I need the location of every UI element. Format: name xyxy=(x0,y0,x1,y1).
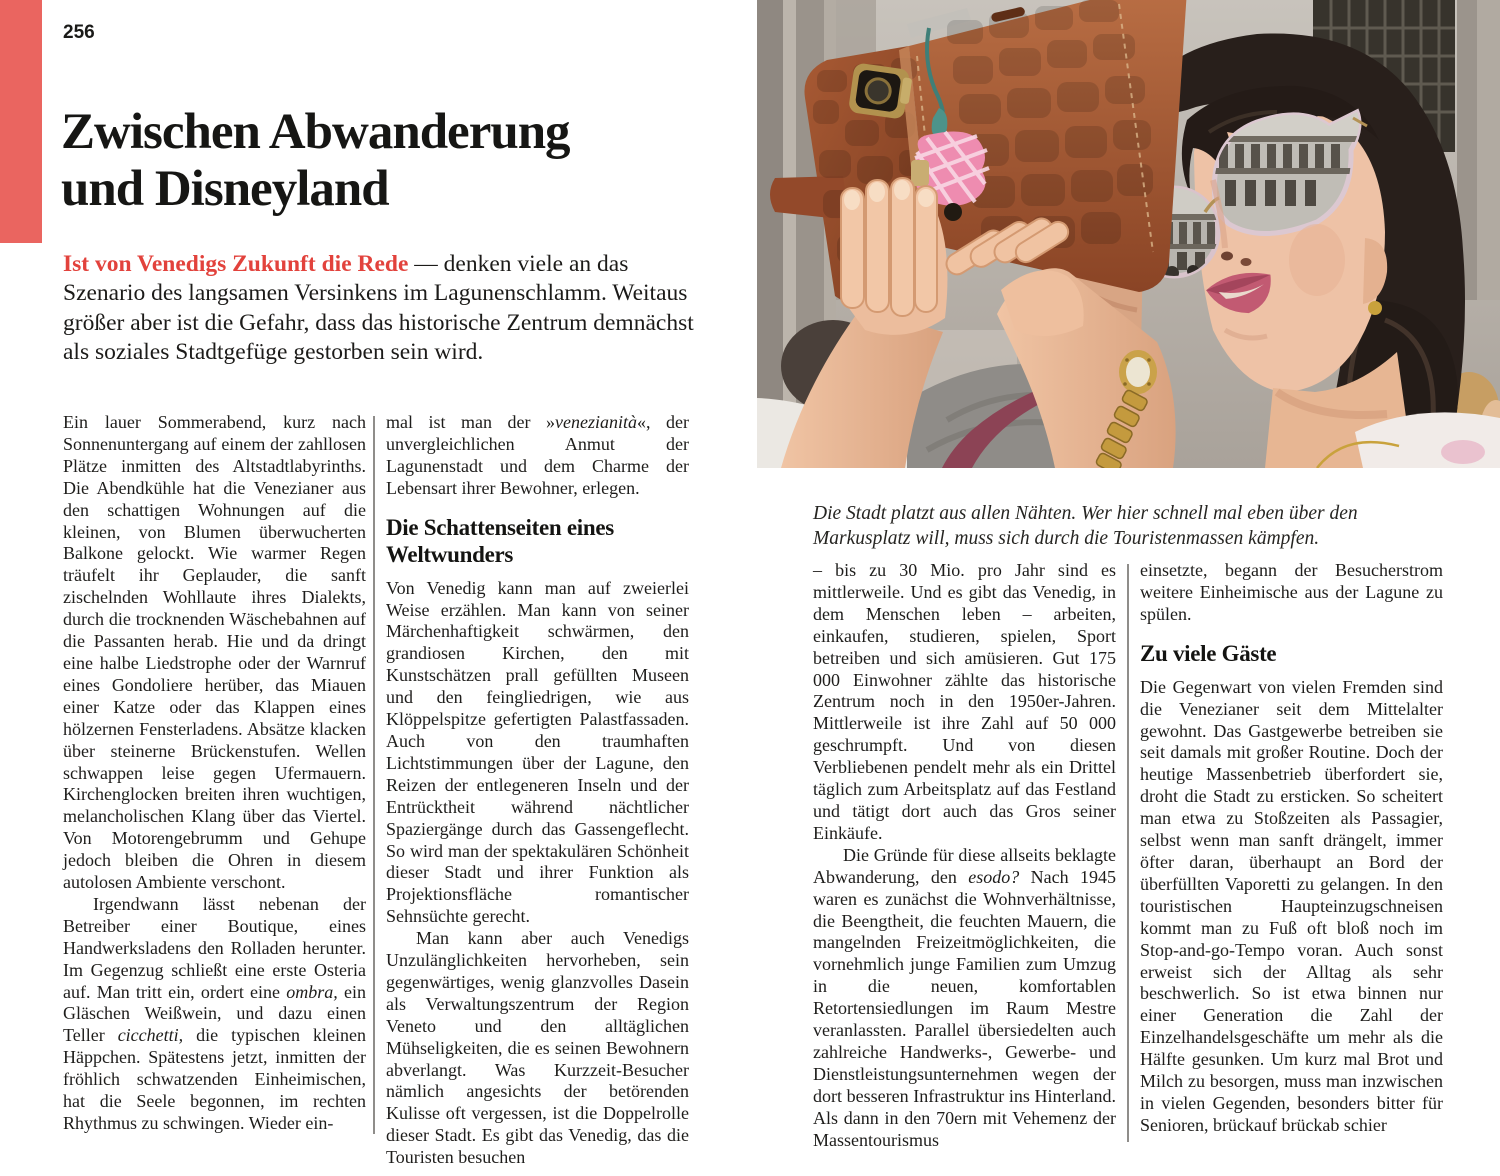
paragraph: mal ist man der »venezianità«, der unvergleichlichen Anmut der Lagunenstadt und dem Charme der Lebensart ihrer Bewohner, erlegen. xyxy=(386,412,689,498)
paragraph: Ein lauer Sommerabend, kurz nach Sonnenuntergang auf einem der zahllosen Plätze inmitten des Altstadtlabyrinths. Die Abendkühle hat die Venezianer aus den schattigen Wohnungen auf die kleinen, von Blumen überwucherten Balkone gelockt. Wie warmer Regen träufelt ihr Geplauder, die sanft zischelnden Wohllaute ihres Dialekts, durch die trocknenden Wäschebahnen auf die Passanten herab. Hie und da dringt eine halbe Liedstrophe oder der Warnruf eines Gondoliere herüber, das Miauen einer Katze oder das Klappen eines hölzernen Fensterladens. Absätze klacken über steinerne Brückenstufen. Wellen schwappen leise gegen Ufermauern. Kirchenglocken breiten ihren wuchtigen, melancholischen Klang über das Viertel. Von Motorengebrumm und Gehupe jedoch bleiben die Ohren in diesem autolosen Ambiente verschont. xyxy=(63,412,366,893)
paragraph: Die Gegenwart von vielen Fremden sind die Venezianer seit dem Mittelalter gewohnt. Das Gastgewerbe betreiben sie seit damals mit großer Routine. Doch der heutige Massenbetrieb überfordert sie, droht die Stadt zu ersticken. So scheitert man etwa zu Stoßzeiten als Passagier, selbst wenn man sanft drängelt, immer öfter daran, überhaupt an Bord der überfüllten Vaporetti zu gelangen. In den touristischen Haupteinzugschneisen kommt man zu Fuß oft bloß noch im Stop-and-go-Tempo voran. Auch sonst erweist sich der Alltag als sehr beschwerlich. So ist etwa binnen nur einer Generation die Zahl der Einzelhandelsgeschäfte um mehr als die Hälfte gesunken. Um kurz mal Brot und Milch zu besorgen, muss man inzwischen in vielen Gegenden, besonders bitter für Senioren, brückauf brückab schier xyxy=(1140,676,1443,1135)
paragraph: Man kann aber auch Venedigs Unzulänglichkeiten hervorheben, sein gegenwärtiges, wenig glanzvolles Dasein als Verwaltungszentrum der Region Veneto und den alltäglichen Mühseligkeiten, die es seinen Bewohnern abverlangt. Was Kurzzeit-Besucher nämlich angesichts der betörenden Kulisse oft vergessen, ist die Doppelrolle dieser Stadt. Es gibt das Venedig, das die Touristen besuchen xyxy=(386,928,689,1168)
photo-caption: Die Stadt platzt aus allen Nähten. Wer hier schnell mal eben über den Markusplatz will, muss sich durch die Touristenmassen kämpfen. xyxy=(813,502,1358,549)
camera-module xyxy=(848,62,913,120)
paragraph: einsetzte, begann der Besucherstrom weitere Einheimische aus der Lagune zu spülen. xyxy=(1140,560,1443,624)
paragraph: Irgendwann lässt nebenan der Betreiber einer Boutique, eines Handwerksladens den Rolladen herunter. Im Gegenzug schließt eine erste Osteria auf. Man tritt ein, ordert eine ombra, ein Gläschen Weißwein, und dazu einen Teller cicchetti, die typischen kleinen Häppchen. Spätestens jetzt, inmitten der fröhlich schwatzenden Einheimischen, hat die Seele begonnen, im rechten Rhythmus zu schwingen. Wieder ein- xyxy=(63,893,366,1133)
charm-bead xyxy=(944,203,962,221)
red-accent-bar xyxy=(0,0,42,243)
text-column-3 xyxy=(813,560,1116,1151)
gold-earring xyxy=(1368,301,1382,315)
lead-rest-text: — denken viele an das Szenario des langsamen Versinkens im Lagunenschlamm. Weitaus größer aber ist die Gefahr, dass das historische Zentrum demnächst als soziales Stadtgefüge gestorben sein wird. xyxy=(63,250,694,365)
subheading-zu-viele-gaeste: Zu viele Gäste xyxy=(1140,640,1277,666)
title-line-2: und Disneyland xyxy=(61,161,389,218)
paragraph: Die Gründe für diese allseits beklagte Abwanderung, den esodo? Nach 1945 waren es zunächst die Wohnverhältnisse, die Beengtheit, die feuchten Mauern, die mangelnden Freizeitmöglichkeiten, die vornehmlich junge Familien zum Umzug in die neuen, komfortablen Retortensiedlungen im Raum Mestre veranlassten. Parallel übersiedelten auch zahlreiche Handwerks-, Gewerbe- und Dienstleistungsunternehmen wegen der dort besseren Infrastruktur ins Hinterland. Als dann in den 70ern mit Vehemenz der Massentourismus xyxy=(813,844,1116,1150)
subheading-schattenseiten: Die Schattenseiten eines Weltwunders xyxy=(386,514,614,567)
photo-woman-taking-picture xyxy=(757,0,1500,468)
article-title xyxy=(61,104,721,218)
nostril xyxy=(1221,252,1233,261)
lead-red-text: Ist von Venedigs Zukunft die Rede xyxy=(63,250,409,277)
text-column-2 xyxy=(386,412,689,1169)
text-column-1 xyxy=(63,412,366,1135)
paragraph: – bis zu 30 Mio. pro Jahr sind es mittlerweile. Und es gibt das Venedig, in dem Menschen leben – arbeiten, einkaufen, studieren, spielen, Sport betreiben und sich amüsieren. Gut 175 000 Einwohner zählte das historische Zentrum noch in den 1950er-Jahren. Mittlerweile ist ihre Zahl auf 50 000 geschrumpft. Und von diesen Verbliebenen pendelt mehr als ein Drittel täglich zum Arbeitsplatz auf das Festland und tätigt dort auch das Gros seiner Einkäufe. xyxy=(813,560,1116,843)
column-rule xyxy=(373,416,375,1134)
title-line-1: Zwischen Abwanderung xyxy=(61,104,570,161)
text-column-4 xyxy=(1140,560,1443,1137)
lead-paragraph xyxy=(63,250,699,368)
stone-column xyxy=(757,0,783,468)
column-rule xyxy=(1127,564,1129,1142)
paragraph: Von Venedig kann man auf zweierlei Weise erzählen. Man kann von seiner Märchenhaftigkeit schwärmen, den grandiosen Kirchen, den mit Kunstschätzen prall gefüllten Museen und den feingliedrigen, wie aus Klöppelspitze gefertigten Palastfassaden. Auch von den traumhaften Lichtstimmungen über der Lagune, den Reizen der entlegeneren Inseln und der Entrücktheit während nächtlicher Spaziergänge durch das Gassengeflecht. So wird man der spektakulären Schönheit dieser Stadt und ihrer Funktion als Projektionsfläche romantischer Sehnsüchte gerecht. xyxy=(386,577,689,927)
page-number: 256 xyxy=(63,22,95,43)
nostril xyxy=(1241,258,1252,266)
